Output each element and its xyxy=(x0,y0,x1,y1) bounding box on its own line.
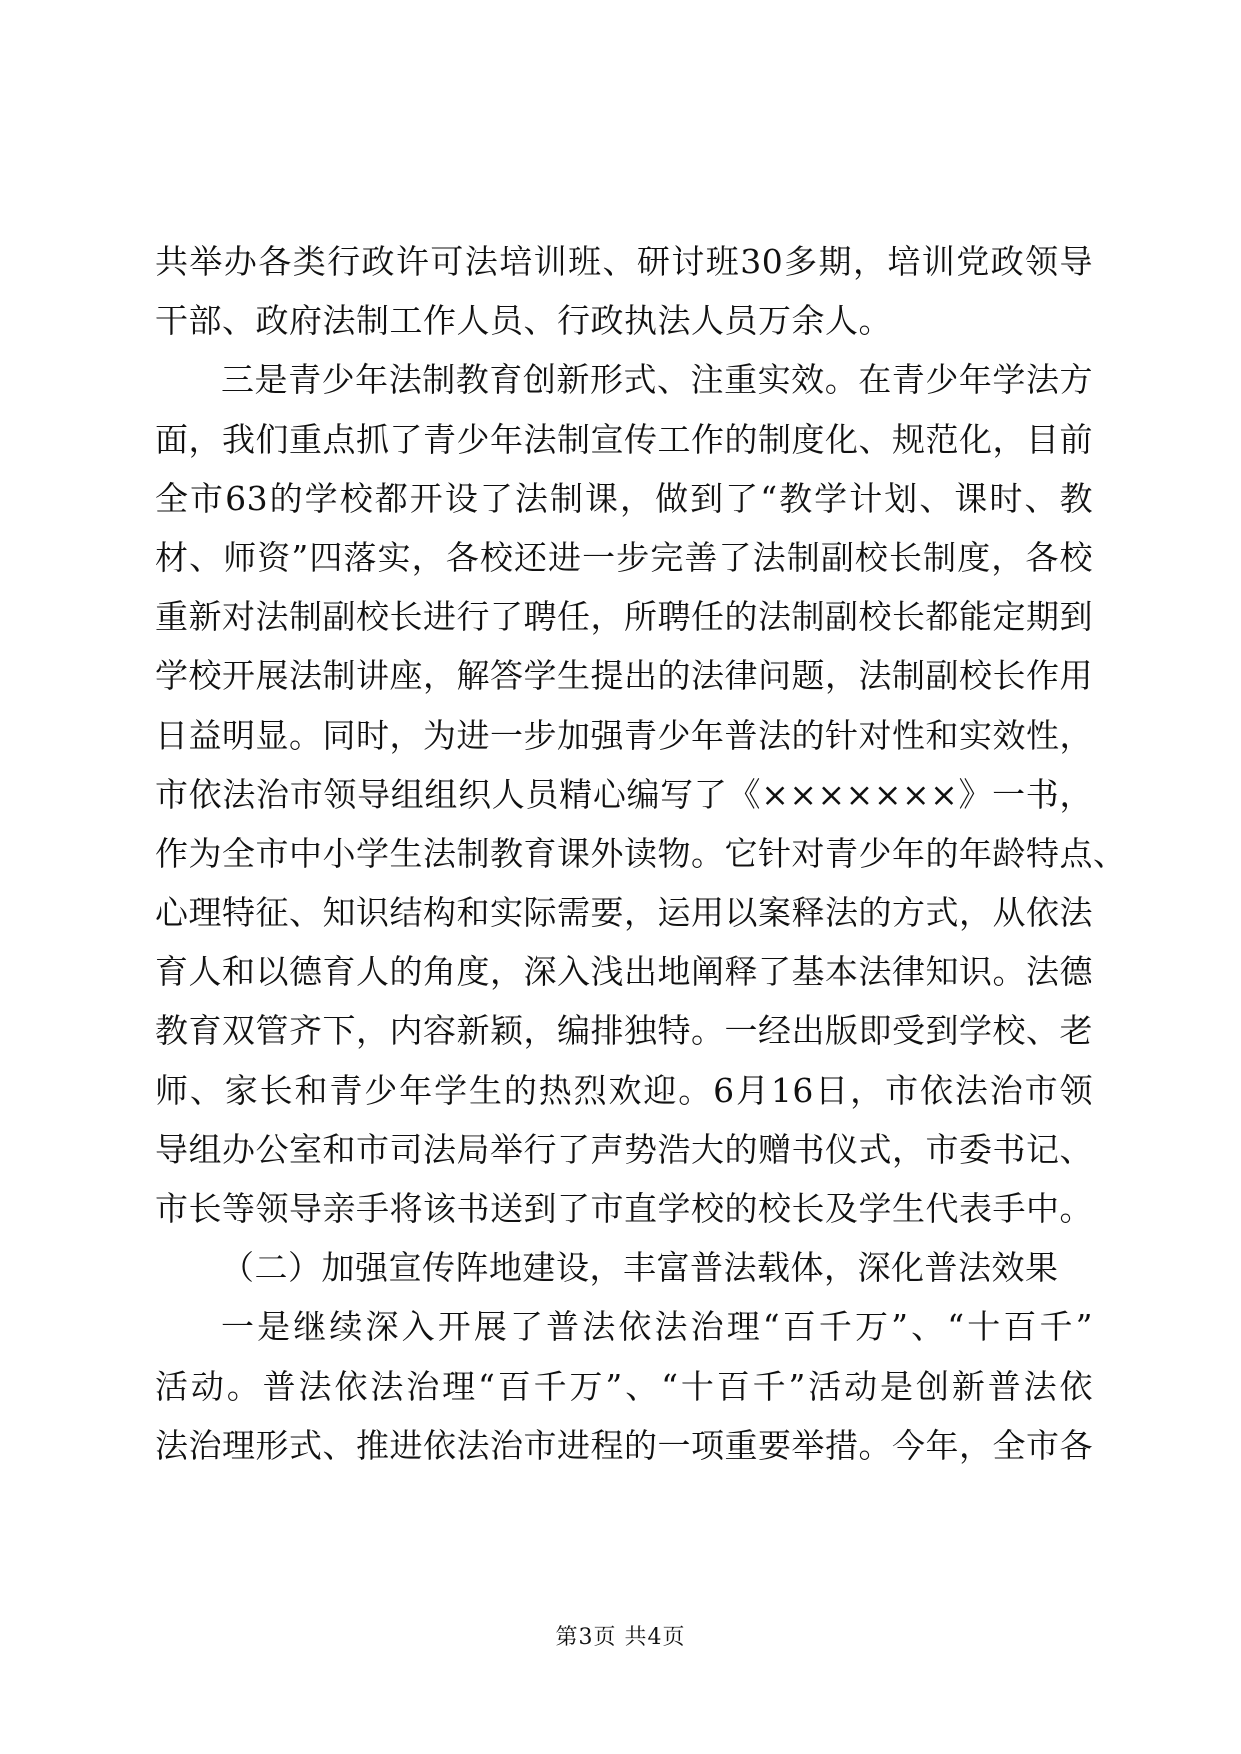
text-line: 干部、政府法制工作人员、行政执法人员万余人。 xyxy=(155,301,892,341)
text-line: 法治理形式、推进依法治市进程的一项重要举措。今年，全市各 xyxy=(155,1425,1093,1465)
text-line: 学校开展法制讲座，解答学生提出的法律问题，法制副校长作用 xyxy=(155,656,1093,696)
text-line: 导组办公室和市司法局举行了声势浩大的赠书仪式，市委书记、 xyxy=(155,1129,1093,1169)
text-line: 重新对法制副校长进行了聘任，所聘任的法制副校长都能定期到 xyxy=(155,597,1093,637)
text-line: 活动。普法依法治理“百千万”、“十百千”活动是创新普法依 xyxy=(155,1366,1093,1406)
text-line: 育人和以德育人的角度，深入浅出地阐释了基本法律知识。法德 xyxy=(155,952,1093,992)
text-line: 市依法治市领导组组织人员精心编写了《×××××××》一书， xyxy=(155,774,1093,814)
text-line: （二）加强宣传阵地建设，丰富普法载体，深化普法效果 xyxy=(221,1248,1059,1288)
text-line: 面，我们重点抓了青少年法制宣传工作的制度化、规范化，目前 xyxy=(155,419,1093,459)
text-line: 市长等领导亲手将该书送到了市直学校的校长及学生代表手中。 xyxy=(155,1189,1093,1228)
text-line: 全市63的学校都开设了法制课，做到了“教学计划、课时、教 xyxy=(155,478,1093,518)
page-number-footer: 第3页 共4页 xyxy=(555,1625,686,1650)
text-line: 教育双管齐下，内容新颖，编排独特。一经出版即受到学校、老 xyxy=(155,1011,1093,1051)
text-line: 心理特征、知识结构和实际需要，运用以案释法的方式，从依法 xyxy=(155,893,1093,933)
text-line: 共举办各类行政许可法培训班、研讨班30多期，培训党政领导 xyxy=(155,242,1093,281)
text-line: 一是继续深入开展了普法依法治理“百千万”、“十百千” xyxy=(221,1307,1093,1347)
text-line: 材、师资”四落实，各校还进一步完善了法制副校长制度，各校 xyxy=(155,537,1093,577)
text-line: 师、家长和青少年学生的热烈欢迎。6月16日，市依法治市领 xyxy=(155,1070,1093,1110)
text-line: 作为全市中小学生法制教育课外读物。它针对青少年的年龄特点、 xyxy=(155,833,1127,873)
document-body xyxy=(155,232,1127,1475)
text-line: 三是青少年法制教育创新形式、注重实效。在青少年学法方 xyxy=(221,360,1093,400)
text-line: 日益明显。同时，为进一步加强青少年普法的针对性和实效性， xyxy=(155,715,1093,755)
